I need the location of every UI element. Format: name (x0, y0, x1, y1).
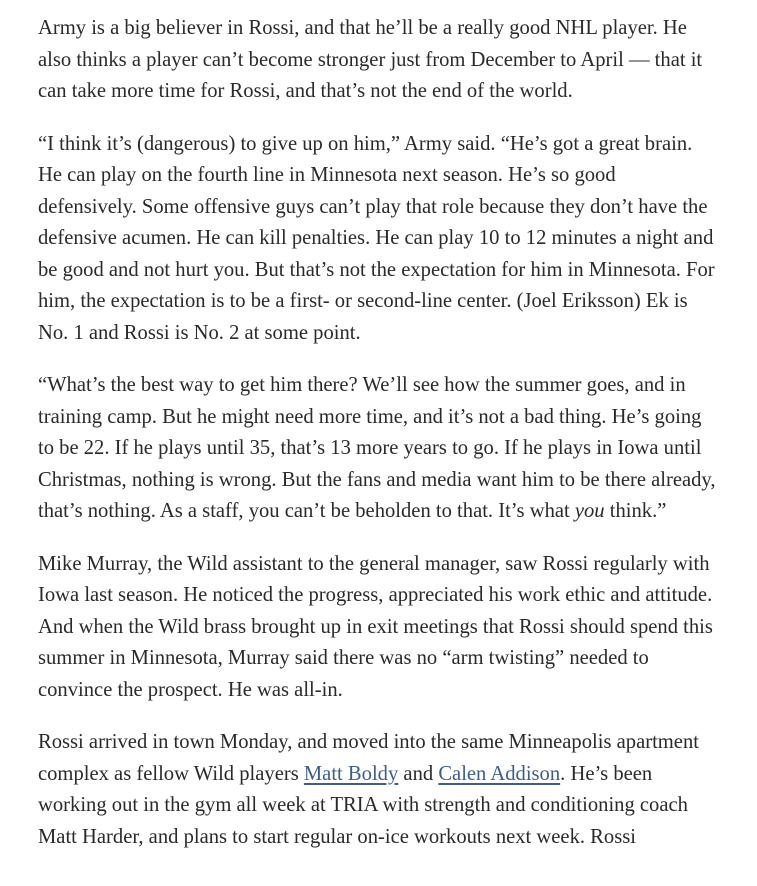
paragraph-text-after: . He’s been working out in the gym all week at TRIA with strength and conditioning coach Matt Harder, and plans to start regular on-ice workouts next week. Rossi (38, 762, 688, 848)
paragraph-army-believer: Army is a big believer in Rossi, and that he’ll be a really good NHL player. He also thinks a player can’t become stronger just from December to April — that it can take more time for Rossi, and that’s not the end of the world. (38, 17, 703, 102)
emphasis-you: you (574, 500, 605, 522)
paragraph-text-middle: and (398, 762, 439, 785)
link-calen-addison[interactable]: Calen Addison (438, 762, 561, 785)
paragraph-mike-murray: Mike Murray, the Wild assistant to the general manager, saw Rossi regularly with Iowa last season. He noticed the progress, appreciated his work ethic and attitude. And when the Wild brass brought up in exit meetings that Rossi should spend this summer in Minnesota, Murray said there was no “arm twisting” needed to convince the prospect. He was all-in. (38, 552, 713, 701)
paragraph-army-quote: “I think it’s (dangerous) to give up on him,” Army said. “He’s got a great brain. He can play on the fourth line in Minnesota next season. He’s so good defensively. Some offensive guys can’t play that role because they don’t have the defensive acumen. He can kill penalties. He can play 10 to 12 minutes a night and be good and not hurt you. But that’s not the expectation for him in Minnesota. For him, the expectation is to be a first- or second-line center. (Joel Eriksson) Ek is No. 1 and Rossi is No. 2 at some point. (38, 132, 715, 344)
paragraph-text-before: “What’s the best way to get him there? We’ll see how the summer goes, and in training camp. But he might need more time, and it’s not a bad thing. He’s going to be 22. If he plays until 35, that’s 13 more years to go. If he plays in Iowa until Christmas, nothing is wrong. But the fans and media want him to be there already, that’s nothing. As a staff, you can’t be beholden to that. It’s what (38, 374, 716, 522)
link-matt-boldy[interactable]: Matt Boldy (303, 762, 399, 785)
paragraph-text-before: Rossi arrived in town Monday, and moved into the same Minneapolis apartment complex as fellow Wild players (38, 731, 699, 785)
paragraph-rossi-arrived (38, 727, 718, 853)
paragraph-best-way-quote (38, 370, 718, 528)
article-body (38, 13, 718, 874)
paragraph-text-after: think.” (604, 500, 667, 522)
